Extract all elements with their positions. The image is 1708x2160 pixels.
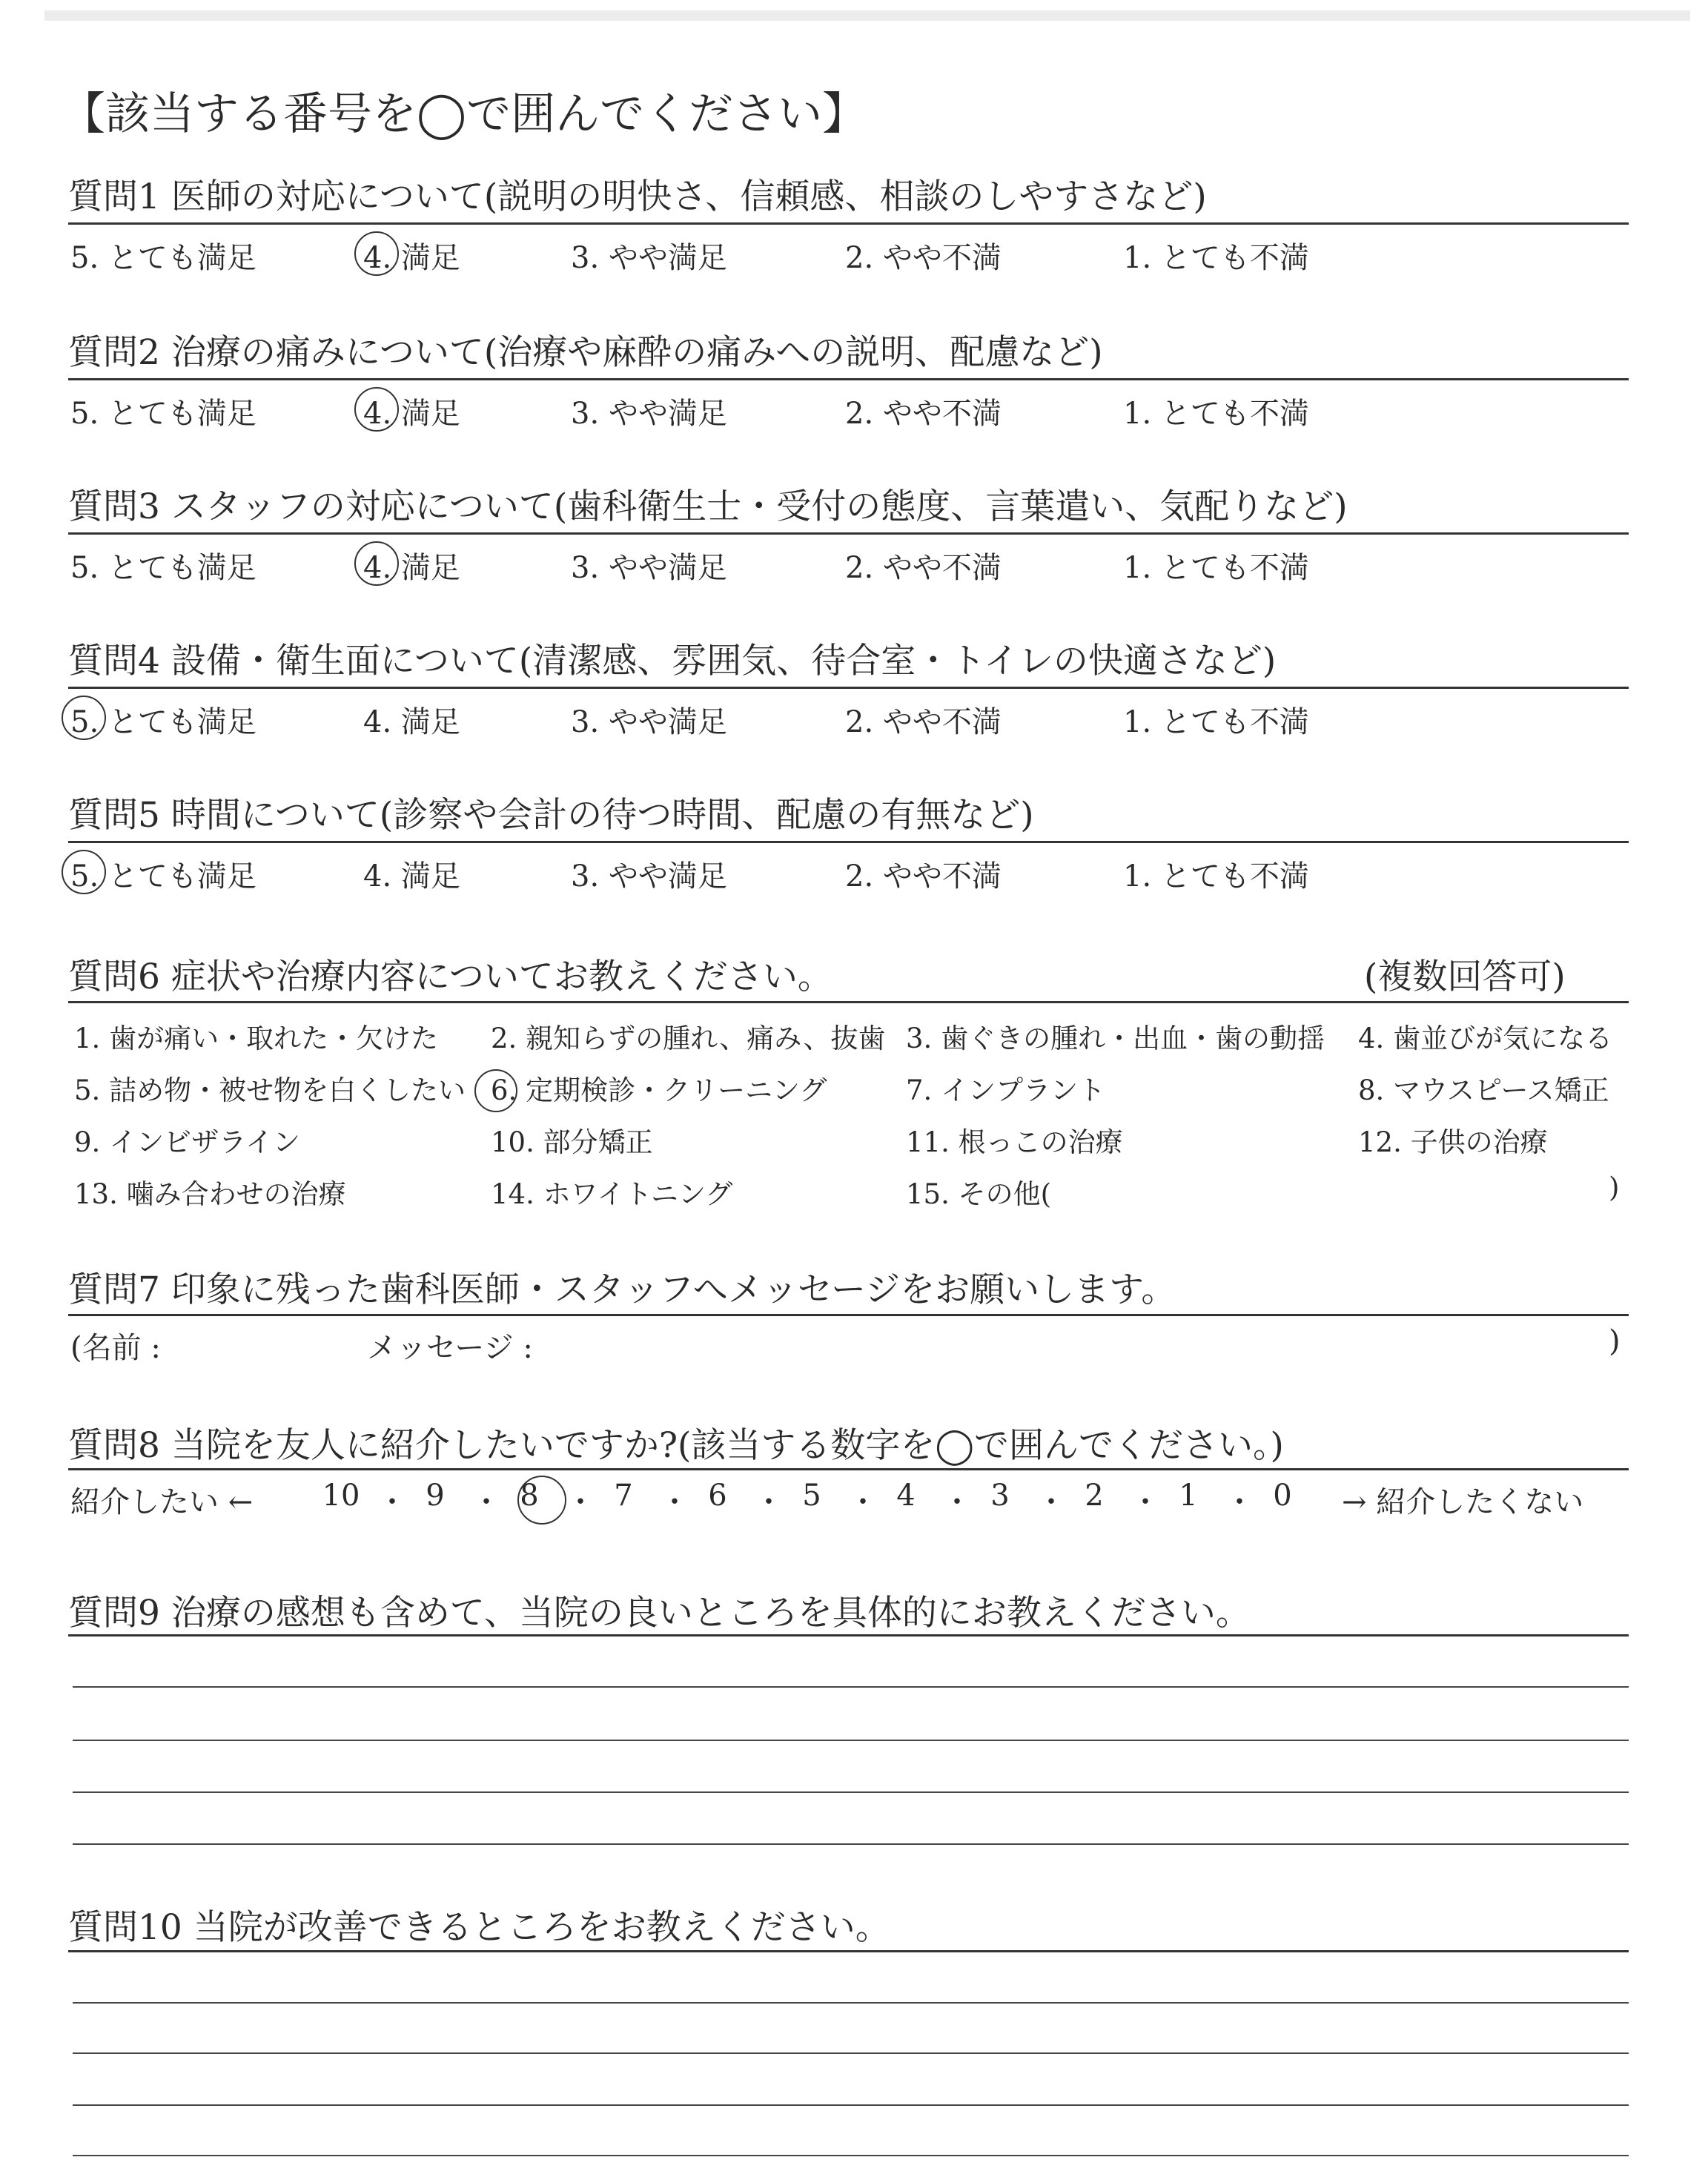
q6-option-15[interactable]: 15. その他(	[906, 1178, 1052, 1210]
question-2-option-2[interactable]: 2. やや不満	[845, 397, 1002, 431]
question-1-title: 質問1 医師の対応について(説明の明快さ、信頼感、相談のしやすさなど)	[68, 176, 1207, 217]
q10-rule	[68, 1950, 1629, 1952]
q6-option-1[interactable]: 1. 歯が痛い・取れた・欠けた	[74, 1023, 439, 1054]
q6-option-3[interactable]: 3. 歯ぐきの腫れ・出血・歯の動揺	[906, 1023, 1325, 1054]
q9-title: 質問9 治療の感想も含めて、当院の良いところを具体的にお教えください。	[68, 1593, 1251, 1634]
q8-scale-separator: ・	[471, 1485, 501, 1519]
question-2-option-5[interactable]: 5. とても満足	[70, 397, 256, 431]
q6-rule	[68, 1001, 1629, 1003]
q8-selection-circle	[517, 1476, 566, 1525]
question-4-option-5[interactable]: 5. とても満足	[70, 705, 256, 739]
question-1-option-4[interactable]: 4. 満足	[363, 241, 460, 275]
q8-scale-separator: ・	[848, 1485, 878, 1519]
q6-option-11[interactable]: 11. 根っこの治療	[906, 1126, 1123, 1158]
q8-scale-separator: ・	[377, 1485, 407, 1519]
q8-scale-number-4[interactable]: 4	[896, 1479, 916, 1513]
q8-scale-separator: ・	[1131, 1485, 1160, 1519]
question-4-rule	[68, 687, 1629, 689]
q8-right-label: → 紹介したくない	[1342, 1485, 1584, 1519]
q9-answer-line	[73, 1791, 1629, 1793]
q7-message-label: メッセージ :	[367, 1331, 533, 1365]
q8-scale-number-0[interactable]: 0	[1273, 1479, 1292, 1513]
question-3-option-1[interactable]: 1. とても不満	[1123, 551, 1309, 585]
question-5-rule	[68, 841, 1629, 843]
q6-option-13[interactable]: 13. 噛み合わせの治療	[74, 1178, 346, 1210]
q8-scale-number-3[interactable]: 3	[990, 1479, 1010, 1513]
question-2-option-3[interactable]: 3. やや満足	[571, 397, 727, 431]
question-4-selection-circle	[62, 696, 106, 740]
q8-scale-number-10[interactable]: 10	[322, 1479, 360, 1513]
question-5-option-3[interactable]: 3. やや満足	[571, 859, 727, 894]
q10-answer-line	[73, 2052, 1629, 2054]
q7-name-label: (名前 :	[70, 1331, 161, 1365]
q6-option-7[interactable]: 7. インプラント	[906, 1074, 1106, 1106]
question-1-selection-circle	[354, 231, 399, 276]
q10-answer-line	[73, 2155, 1629, 2156]
question-5-option-1[interactable]: 1. とても不満	[1123, 859, 1309, 894]
question-2-option-4[interactable]: 4. 満足	[363, 397, 460, 431]
page-title: 【該当する番号を◯で囲んでください】	[61, 88, 867, 140]
question-5-selection-circle	[62, 850, 106, 894]
q10-answer-line	[73, 2002, 1629, 2004]
question-3-title: 質問3 スタッフの対応について(歯科衛生士・受付の態度、言葉遣い、気配りなど)	[68, 486, 1348, 527]
question-5-option-5[interactable]: 5. とても満足	[70, 859, 256, 894]
question-2-selection-circle	[354, 387, 399, 432]
q8-scale-number-7[interactable]: 7	[614, 1479, 633, 1513]
q8-scale-separator: ・	[1225, 1485, 1254, 1519]
q9-answer-line	[73, 1843, 1629, 1845]
q8-scale-number-6[interactable]: 6	[708, 1479, 727, 1513]
q8-left-label: 紹介したい ←	[70, 1485, 254, 1519]
question-3-selection-circle	[354, 541, 399, 586]
q6-option-6[interactable]: 6. 定期検診・クリーニング	[491, 1074, 827, 1106]
q6-option-10[interactable]: 10. 部分矯正	[491, 1126, 653, 1158]
q8-scale-number-1[interactable]: 1	[1179, 1479, 1198, 1513]
q8-scale-number-8[interactable]: 8	[520, 1479, 539, 1513]
q7-rule	[68, 1314, 1629, 1316]
q6-option-12[interactable]: 12. 子供の治療	[1358, 1126, 1548, 1158]
question-2-rule	[68, 378, 1629, 380]
q9-answer-line	[73, 1740, 1629, 1741]
question-4-option-3[interactable]: 3. やや満足	[571, 705, 727, 739]
question-1-option-5[interactable]: 5. とても満足	[70, 241, 256, 275]
q8-scale-number-9[interactable]: 9	[426, 1479, 445, 1513]
q6-title: 質問6 症状や治療内容についてお教えください。	[68, 957, 833, 997]
q6-other-close-paren: )	[1609, 1172, 1620, 1203]
q6-multi-note: (複数回答可)	[1364, 957, 1566, 997]
q6-option-4[interactable]: 4. 歯並びが気になる	[1358, 1023, 1613, 1054]
q8-scale-separator: ・	[566, 1485, 595, 1519]
q6-option-14[interactable]: 14. ホワイトニング	[491, 1178, 733, 1210]
question-1-rule	[68, 222, 1629, 225]
q8-scale-number-2[interactable]: 2	[1085, 1479, 1104, 1513]
q8-scale-separator: ・	[660, 1485, 689, 1519]
question-5-option-2[interactable]: 2. やや不満	[845, 859, 1002, 894]
question-4-option-4[interactable]: 4. 満足	[363, 705, 460, 739]
q6-option-8[interactable]: 8. マウスピース矯正	[1358, 1074, 1609, 1106]
question-4-title: 質問4 設備・衛生面について(清潔感、雰囲気、待合室・トイレの快適さなど)	[68, 641, 1277, 681]
q8-title: 質問8 当院を友人に紹介したいですか?(該当する数字を◯で囲んでください。)	[68, 1425, 1284, 1466]
question-3-option-2[interactable]: 2. やや不満	[845, 551, 1002, 585]
q7-close-paren: )	[1609, 1324, 1621, 1358]
q10-title: 質問10 当院が改善できるところをお教えください。	[68, 1907, 890, 1948]
q6-option-9[interactable]: 9. インビザライン	[74, 1126, 300, 1158]
q9-rule	[68, 1634, 1629, 1636]
q6-option-2[interactable]: 2. 親知らずの腫れ、痛み、抜歯	[491, 1023, 886, 1054]
q8-scale-separator: ・	[1036, 1485, 1066, 1519]
question-3-rule	[68, 532, 1629, 535]
question-1-option-3[interactable]: 3. やや満足	[571, 241, 727, 275]
scan-top-edge	[44, 10, 1690, 21]
question-1-option-1[interactable]: 1. とても不満	[1123, 241, 1309, 275]
q10-answer-line	[73, 2104, 1629, 2106]
question-4-option-1[interactable]: 1. とても不満	[1123, 705, 1309, 739]
q8-scale-number-5[interactable]: 5	[802, 1479, 821, 1513]
question-3-option-3[interactable]: 3. やや満足	[571, 551, 727, 585]
q6-selection-circle	[474, 1069, 517, 1112]
question-3-option-5[interactable]: 5. とても満足	[70, 551, 256, 585]
q8-rule	[68, 1468, 1629, 1470]
question-5-option-4[interactable]: 4. 満足	[363, 859, 460, 894]
question-2-title: 質問2 治療の痛みについて(治療や麻酔の痛みへの説明、配慮など)	[68, 332, 1103, 373]
question-3-option-4[interactable]: 4. 満足	[363, 551, 460, 585]
q9-answer-line	[73, 1686, 1629, 1688]
question-1-option-2[interactable]: 2. やや不満	[845, 241, 1002, 275]
q7-title: 質問7 印象に残った歯科医師・スタッフへメッセージをお願いします。	[68, 1269, 1176, 1310]
question-4-option-2[interactable]: 2. やや不満	[845, 705, 1002, 739]
q8-scale-separator: ・	[754, 1485, 784, 1519]
q8-scale-separator: ・	[942, 1485, 972, 1519]
question-5-title: 質問5 時間について(診察や会計の待つ時間、配慮の有無など)	[68, 795, 1034, 836]
q6-option-5[interactable]: 5. 詰め物・被せ物を白くしたい	[74, 1074, 466, 1106]
question-2-option-1[interactable]: 1. とても不満	[1123, 397, 1309, 431]
